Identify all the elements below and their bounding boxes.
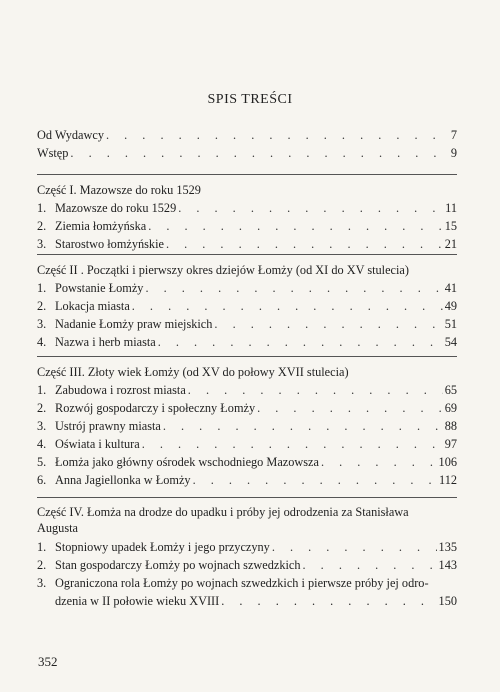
entry-page: 106: [438, 455, 457, 469]
toc-entry: [37, 417, 457, 435]
entry-label: Stopniowy upadek Łomży i jego przyczyny: [55, 540, 270, 554]
toc-entry: [37, 435, 457, 453]
entry-label: Zabudowa i rozrost miasta: [55, 383, 186, 397]
leader-dots: [163, 417, 443, 435]
toc-entry: [37, 333, 457, 351]
entry-page: 41: [444, 281, 457, 295]
toc-entry: [37, 235, 457, 253]
leader-dots: [145, 279, 442, 297]
entry-number: 4.: [37, 335, 47, 349]
entry-page: 97: [444, 437, 457, 451]
entry-label-continued: dzenia w II połowie wieku XVIII: [55, 594, 220, 608]
leader-dots: [272, 538, 437, 556]
entry-page: 15: [444, 219, 457, 233]
entry-number: 3.: [37, 317, 47, 331]
leader-dots: [142, 435, 443, 453]
entry-number: 1.: [37, 540, 47, 554]
entry-number: 1.: [37, 281, 47, 295]
toc-entry: [37, 297, 457, 315]
entry-label: Powstanie Łomży: [55, 281, 144, 295]
entry-number: 3.: [37, 237, 47, 251]
entry-label: Wstęp: [37, 146, 69, 160]
entry-number: 1.: [37, 201, 47, 215]
entry-label: Stan gospodarczy Łomży po wojnach szwedzkich: [55, 558, 301, 572]
part-heading: Część II . Początki i pierwszy okres dziejów Łomży (od XI do XV stulecia): [37, 263, 409, 277]
toc-entry: [37, 399, 457, 417]
entry-page: 150: [438, 594, 457, 608]
entry-number: 2.: [37, 401, 47, 415]
entry-number: 4.: [37, 437, 47, 451]
part-heading: Część I. Mazowsze do roku 1529: [37, 183, 201, 197]
toc-entry: [37, 199, 457, 217]
entry-label: Anna Jagiellonka w Łomży: [55, 473, 191, 487]
entry-page: 7: [450, 128, 457, 142]
leader-dots: [148, 217, 443, 235]
divider: [37, 497, 457, 498]
entry-label: Ograniczona rola Łomży po wojnach szwedzkich i pierwsze próby jej odro-: [55, 576, 429, 590]
toc-intro: [37, 126, 457, 162]
leader-dots: [132, 297, 443, 315]
leader-dots: [221, 592, 436, 610]
entry-label: Nadanie Łomży praw miejskich: [55, 317, 213, 331]
entry-label: Lokacja miasta: [55, 299, 130, 313]
entry-number: 6.: [37, 473, 47, 487]
leader-dots: [257, 399, 443, 417]
leader-dots: [106, 126, 449, 144]
toc-entry: [37, 574, 457, 592]
toc-entry: [37, 315, 457, 333]
entry-number: 2.: [37, 299, 47, 313]
entry-label: Od Wydawcy: [37, 128, 104, 142]
leader-dots: [303, 556, 437, 574]
toc-entry: [37, 556, 457, 574]
leader-dots: [158, 333, 443, 351]
entry-page: 54: [444, 335, 457, 349]
leader-dots: [214, 315, 442, 333]
entry-page: 88: [444, 419, 457, 433]
entry-number: 2.: [37, 219, 47, 233]
divider: [37, 356, 457, 357]
toc-entry: [37, 126, 457, 144]
leader-dots: [70, 144, 448, 162]
entry-label: Starostwo łomżyńskie: [55, 237, 164, 251]
entry-number: 2.: [37, 558, 47, 572]
entry-number: 1.: [37, 383, 47, 397]
part-heading-continued: Augusta: [37, 521, 78, 535]
toc-entry: [37, 471, 457, 489]
entry-page: 65: [444, 383, 457, 397]
toc-entry: [37, 217, 457, 235]
entry-page: 11: [445, 201, 457, 215]
entry-page: 49: [444, 299, 457, 313]
entry-page: 21: [444, 237, 457, 251]
entry-page: 69: [444, 401, 457, 415]
toc-entry: [37, 144, 457, 162]
leader-dots: [193, 471, 437, 489]
toc-entry: [37, 538, 457, 556]
leader-dots: [188, 381, 443, 399]
entry-page: 143: [438, 558, 457, 572]
toc-part: [37, 174, 457, 253]
entry-label: Rozwój gospodarczy i społeczny Łomży: [55, 401, 256, 415]
page-number: 352: [38, 654, 58, 669]
entry-number: 3.: [37, 576, 47, 590]
toc-part: [37, 254, 457, 351]
entry-label: Ziemia łomżyńska: [55, 219, 147, 233]
entry-page: 51: [444, 317, 457, 331]
page-title: SPIS TREŚCI: [207, 92, 293, 107]
entry-label: Nazwa i herb miasta: [55, 335, 156, 349]
divider: [37, 174, 457, 175]
leader-dots: [321, 453, 437, 471]
toc-entry: [37, 381, 457, 399]
entry-label: Łomża jako główny ośrodek wschodniego Mazowsza: [55, 455, 319, 469]
part-heading: Część III. Złoty wiek Łomży (od XV do połowy XVII stulecia): [37, 365, 349, 379]
leader-dots: [166, 235, 443, 253]
toc-part: [37, 497, 457, 610]
entry-label: Ustrój prawny miasta: [55, 419, 161, 433]
toc-part: [37, 356, 457, 489]
toc-entry-continued: [37, 592, 457, 610]
entry-page: 135: [438, 540, 457, 554]
toc-entry: [37, 279, 457, 297]
leader-dots: [178, 199, 443, 217]
part-heading: Część IV. Łomża na drodze do upadku i próby jej odrodzenia za Stanisława: [37, 505, 409, 519]
entry-number: 3.: [37, 419, 47, 433]
entry-label: Mazowsze do roku 1529: [55, 201, 177, 215]
entry-page: 9: [450, 146, 457, 160]
entry-page: 112: [439, 473, 457, 487]
entry-number: 5.: [37, 455, 47, 469]
divider: [37, 254, 457, 255]
toc-entry: [37, 453, 457, 471]
entry-label: Oświata i kultura: [55, 437, 140, 451]
